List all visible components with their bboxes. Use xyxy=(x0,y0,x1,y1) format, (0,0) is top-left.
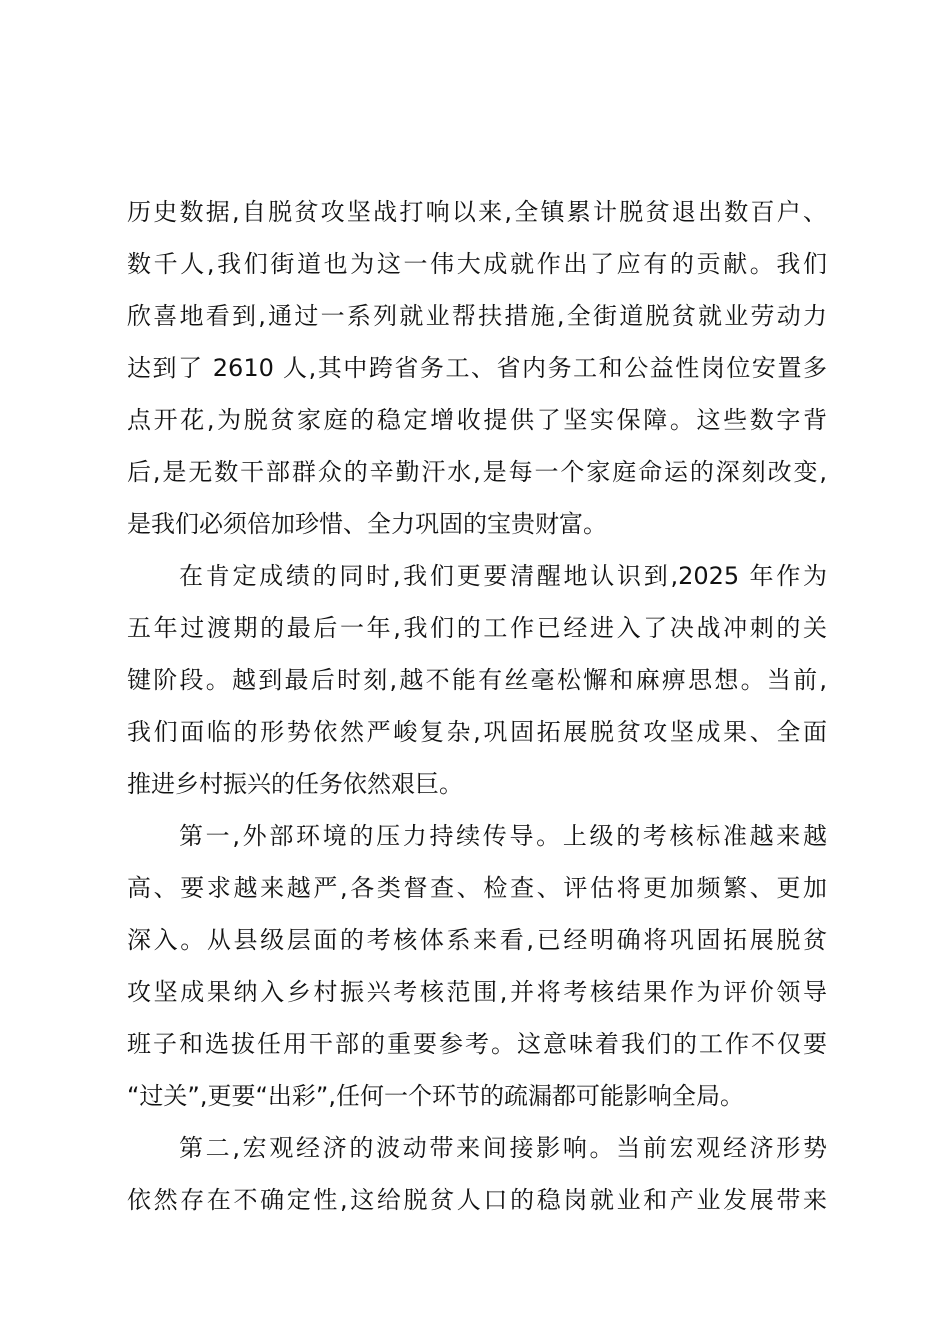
text-line: 攻坚成果纳入乡村振兴考核范围,并将考核结果作为评价领导 xyxy=(127,978,827,1006)
paragraph-start-line: 在肯定成绩的同时,我们更要清醒地认识到,2025 年作为 xyxy=(179,562,827,590)
text-line: 点开花,为脱贫家庭的稳定增收提供了坚实保障。这些数字背 xyxy=(127,406,827,434)
text-line: 历史数据,自脱贫攻坚战打响以来,全镇累计脱贫退出数百户、 xyxy=(127,198,827,226)
text-line: 推进乡村振兴的任务依然艰巨。 xyxy=(127,770,463,798)
text-line: 是我们必须倍加珍惜、全力巩固的宝贵财富。 xyxy=(127,510,607,538)
text-line: 我们面临的形势依然严峻复杂,巩固拓展脱贫攻坚成果、全面 xyxy=(127,718,827,746)
text-line: 依然存在不确定性,这给脱贫人口的稳岗就业和产业发展带来 xyxy=(127,1186,827,1214)
text-line: 高、要求越来越严,各类督查、检查、评估将更加频繁、更加 xyxy=(127,874,827,902)
body-text xyxy=(127,186,827,1226)
text-line: “过关”,更要“出彩”,任何一个环节的疏漏都可能影响全局。 xyxy=(127,1082,744,1110)
paragraph-start-line: 第一,外部环境的压力持续传导。上级的考核标准越来越 xyxy=(179,822,827,850)
text-line: 深入。从县级层面的考核体系来看,已经明确将巩固拓展脱贫 xyxy=(127,926,827,954)
text-line: 键阶段。越到最后时刻,越不能有丝毫松懈和麻痹思想。当前, xyxy=(127,666,827,694)
text-line: 欣喜地看到,通过一系列就业帮扶措施,全街道脱贫就业劳动力 xyxy=(127,302,827,330)
text-line: 五年过渡期的最后一年,我们的工作已经进入了决战冲刺的关 xyxy=(127,614,827,642)
text-line: 班子和选拔任用干部的重要参考。这意味着我们的工作不仅要 xyxy=(127,1030,827,1058)
text-line: 达到了 2610 人,其中跨省务工、省内务工和公益性岗位安置多 xyxy=(127,354,827,382)
text-line: 后,是无数干部群众的辛勤汗水,是每一个家庭命运的深刻改变, xyxy=(127,458,827,486)
text-line: 数千人,我们街道也为这一伟大成就作出了应有的贡献。我们 xyxy=(127,250,827,278)
paragraph-start-line: 第二,宏观经济的波动带来间接影响。当前宏观经济形势 xyxy=(179,1134,827,1162)
